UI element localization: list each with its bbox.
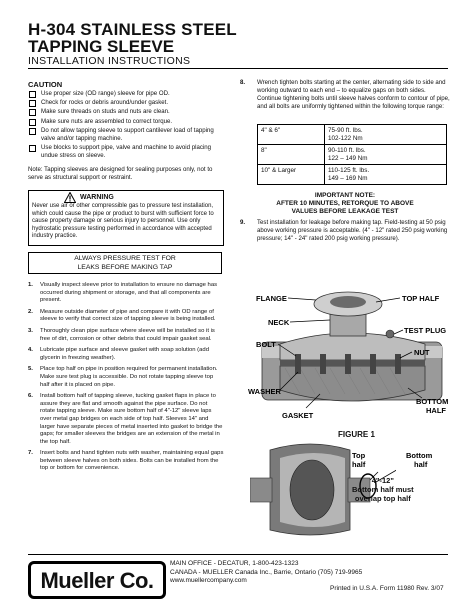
checkbox-icon (29, 128, 36, 135)
warning-text: Never use air or other compressible gas to pressure test installation, which could cause the pipe or product to burst with sufficient force to cause property damage or serious injury to personnel. Use only hydrostatic pressure testing performed in accordance with accepted industry practice. (32, 203, 214, 239)
caution-item: Make sure nuts are assembled to correct torque. (28, 118, 218, 126)
pressure-line1: ALWAYS PRESSURE TEST FOR (74, 255, 176, 262)
header-rule (28, 68, 448, 69)
footer-rule (28, 554, 448, 555)
label-bottom-half-2: HALF (426, 406, 446, 415)
caution-note: Note: Tapping sleeves are designed for sealing purposes only, not to serve as structural support or restraint. (28, 166, 213, 181)
pressure-line2: LEAKS BEFORE MAKING TAP (77, 264, 173, 271)
label-test-plug: TEST PLUG (404, 326, 447, 335)
checkbox-icon (29, 91, 36, 98)
caution-item: Use blocks to support pipe, valve and machine to avoid placing undue stress on sleeve. (28, 144, 218, 160)
checkbox-icon (29, 100, 36, 107)
figure-caption: FIGURE 1 (338, 430, 375, 439)
title-line2: TAPPING SLEEVE (28, 37, 175, 56)
caution-heading: CAUTION (28, 80, 63, 89)
caution-item: Make sure threads on studs and nuts are clean. (28, 108, 218, 116)
step-item: 5. Place top half on pipe in position required for permanent installation. Make sure test plug is accessible. Do not rotate tapping sleeve top half after it is placed on pipe. (28, 366, 218, 388)
table-cell: 110-125 ft. lbs. 149 – 169 Nm (325, 165, 447, 185)
label-neck: NECK (268, 318, 290, 327)
mueller-logo: Mueller Co. (28, 561, 166, 599)
steps-list (28, 282, 224, 477)
label-washer: WASHER (248, 387, 281, 396)
checkbox-icon (29, 145, 36, 152)
table-row (258, 145, 447, 165)
step-item: 1. Visually inspect sleeve prior to installation to ensure no damage has occurred during shipment or storage, and that all components are present. (28, 282, 218, 304)
overlap-callout: 4"-12" Bottom half must overlap top half (352, 476, 414, 503)
step-item: 2. Measure outside diameter of pipe and compare it with OD range of sleeve to verify that correct size of tapping sleeve is being installed. (28, 308, 216, 323)
step-item: 7. Insert bolts and hand tighten nuts with washer, maintaining equal gaps between sleeve halves on both sides. Bolts can be installed from the top or bottom for convenience. (28, 450, 224, 472)
print-info: Printed in U.S.A. Form 11980 Rev. 3/07 (330, 585, 444, 592)
tapping-sleeve-illustration (240, 262, 454, 432)
overlap-detail-illustration (250, 440, 450, 540)
label-nut: NUT (414, 348, 430, 357)
label-flange: FLANGE (256, 294, 287, 303)
caution-list (28, 90, 218, 162)
subtitle: INSTALLATION INSTRUCTIONS (28, 55, 191, 67)
table-cell: 4" & 6" (258, 125, 325, 145)
step-8: 8. Wrench tighten bolts starting at the center, alternating side to side and working outward to each end – to equalize gaps on both sides. Continue tightening bolts until sleeve halves conform to contour of pipe, and all bolts are uniformly tightened within the following torque range: (240, 79, 450, 110)
step-item: 4. Lubricate pipe surface and sleeve gasket with soap solution (add glycerin in freezing weather). (28, 347, 209, 361)
label-top-half: TOP HALF (402, 294, 440, 303)
torque-table (257, 124, 447, 185)
callout-bottom: Bottom (406, 451, 433, 460)
footer-contact: MAIN OFFICE - DECATUR, 1-800-423-1323 CANADA - MUELLER Canada Inc., Barrie, Ontario (705) 719-9965 www.muellercompany.com (170, 560, 363, 584)
warning-title: WARNING (80, 194, 114, 201)
checkbox-icon (29, 109, 36, 116)
caution-item: Check for rocks or debris around/under gasket. (28, 99, 218, 107)
callout-half-right: half (414, 460, 428, 469)
important-note: IMPORTANT NOTE: AFTER 10 MINUTES, RETORQUE TO ABOVE VALUES BEFORE LEAKAGE TEST (276, 192, 414, 215)
table-row (258, 125, 447, 145)
caution-item: Use proper size (OD range) sleeve for pipe OD. (28, 90, 218, 98)
label-gasket: GASKET (282, 411, 314, 420)
title-line1: H-304 STAINLESS STEEL (28, 20, 237, 39)
caution-item: Do not allow tapping sleeve to support cantilever load of tapping valve and/or tapping machine. (28, 127, 218, 143)
label-bolt: BOLT (256, 340, 276, 349)
step-item: 3. Thoroughly clean pipe surface where sleeve will be installed so it is free of dirt, corrosion or other debris that could impair gasket seal. (28, 327, 215, 342)
table-cell: 8" (258, 145, 325, 165)
pressure-test-box (28, 252, 222, 274)
step-item: 6. Install bottom half of tapping sleeve, tucking gasket flaps in place to assure they are flat and smooth against the pipe surface. Do not rotate tapping sleeve. Make sure bottom half of 4"-12" sleeve laps over metal gap bridges on each side of top half. Sleeves 14" and larger have separate pieces of metal inserted into gasket to bridge the gaps; for smaller sleeves the bridges are an extension of the metal in the top half. (28, 393, 223, 445)
checkbox-icon (29, 119, 36, 126)
label-bottom-half-1: BOTTOM (416, 397, 449, 406)
callout-top: Top (352, 451, 366, 460)
table-cell: 10" & Larger (258, 165, 325, 185)
step-9: 9. Test installation for leakage before making tap. Field-testing at 50 psig above working pressure is acceptable. (4" - 12" rated 250 psig working pressure; 14" - 24" rated 200 psig working pressure). (240, 219, 448, 242)
table-cell: 75-90 ft. lbs. 102-122 Nm (325, 125, 447, 145)
table-cell: 90-110 ft. lbs. 122 – 149 Nm (325, 145, 447, 165)
table-row (258, 165, 447, 185)
warning-triangle-icon (64, 192, 76, 203)
website-link[interactable]: www.muellercompany.com (170, 577, 247, 584)
callout-half-left: half (352, 460, 366, 469)
